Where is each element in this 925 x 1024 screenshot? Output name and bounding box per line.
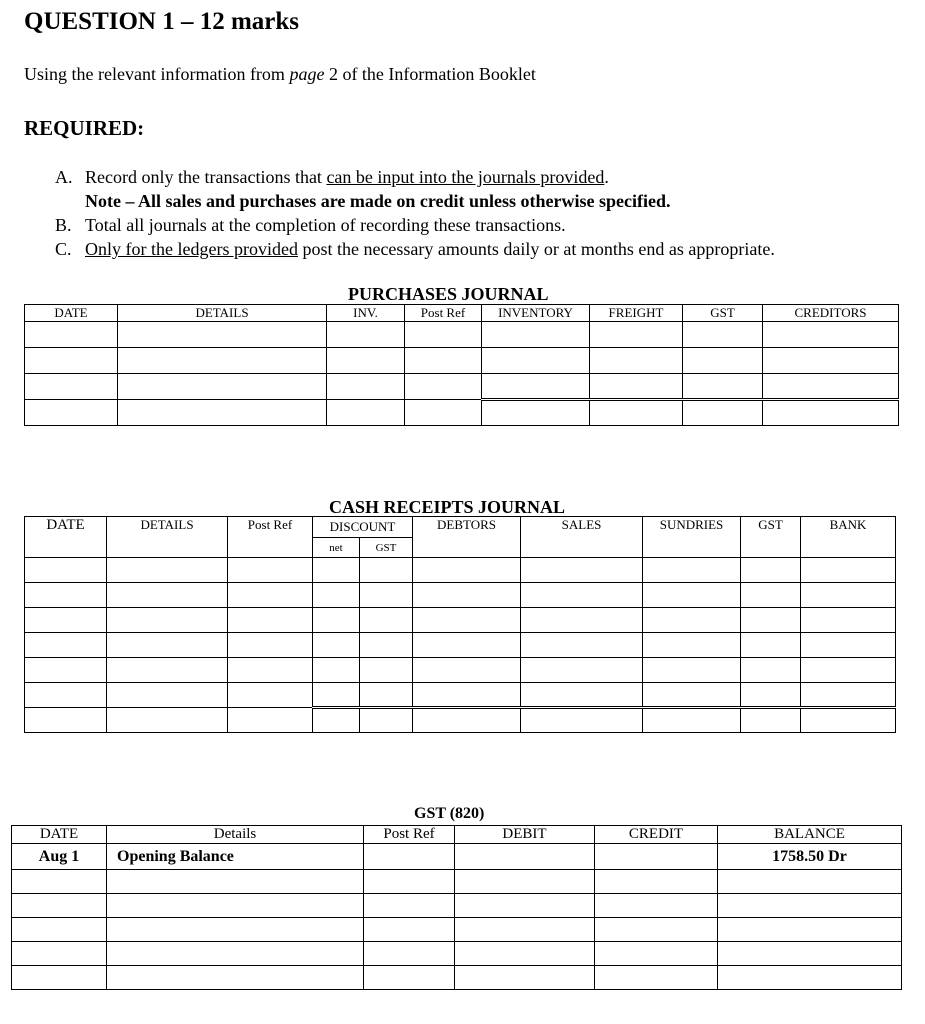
col-freight: FREIGHT — [590, 305, 683, 322]
table-row — [25, 683, 896, 708]
required-note: Note – All sales and purchases are made on credit unless otherwise specified. — [85, 191, 671, 211]
col-date: DATE — [25, 305, 118, 322]
col-sales: SALES — [521, 517, 643, 558]
required-item-b: B. Total all journals at the completion of recording these transactions. — [55, 215, 566, 235]
col-inv: INV. — [327, 305, 405, 322]
intro-text: Using the relevant information from page 2 of the Information Booklet — [24, 64, 536, 84]
opening-balance: 1758.50 Dr — [718, 844, 902, 870]
col-balance: BALANCE — [718, 826, 902, 844]
gst-ledger-header-row — [12, 826, 902, 844]
col-post-ref: Post Ref — [405, 305, 482, 322]
col-discount-net: net — [313, 538, 360, 558]
col-debit: DEBIT — [455, 826, 595, 844]
col-discount: DISCOUNT — [313, 517, 413, 538]
purchases-journal-title: PURCHASES JOURNAL — [348, 284, 549, 304]
required-list — [55, 165, 775, 261]
col-details: DETAILS — [118, 305, 327, 322]
col-post-ref: Post Ref — [228, 517, 313, 558]
col-credit: CREDIT — [595, 826, 718, 844]
col-date: DATE — [25, 517, 107, 558]
col-bank: BANK — [801, 517, 896, 558]
gst-ledger-title: GST (820) — [414, 805, 485, 822]
table-row — [25, 348, 899, 374]
col-details: DETAILS — [107, 517, 228, 558]
table-row — [25, 658, 896, 683]
table-row — [12, 966, 902, 990]
purchases-journal-table — [24, 304, 899, 426]
table-row — [12, 894, 902, 918]
table-row — [25, 583, 896, 608]
col-creditors: CREDITORS — [763, 305, 899, 322]
table-row — [12, 942, 902, 966]
opening-date: Aug 1 — [12, 844, 107, 870]
col-sundries: SUNDRIES — [643, 517, 741, 558]
table-row — [25, 633, 896, 658]
col-details: Details — [107, 826, 364, 844]
cash-receipts-journal-table — [24, 516, 896, 733]
col-date: DATE — [12, 826, 107, 844]
col-discount-gst: GST — [360, 538, 413, 558]
col-post-ref: Post Ref — [364, 826, 455, 844]
col-gst: GST — [741, 517, 801, 558]
purchases-header-row — [25, 305, 899, 322]
col-inventory: INVENTORY — [482, 305, 590, 322]
total-row — [25, 400, 899, 426]
required-heading: REQUIRED: — [24, 116, 145, 140]
table-row — [12, 918, 902, 942]
table-row — [12, 870, 902, 894]
table-row — [25, 322, 899, 348]
table-row — [25, 558, 896, 583]
table-row — [25, 374, 899, 400]
required-item-a: A. Record only the transactions that can be input into the journals provided. — [55, 167, 609, 187]
opening-balance-row — [12, 844, 902, 870]
total-row — [25, 708, 896, 733]
col-debtors: DEBTORS — [413, 517, 521, 558]
required-item-c: C. Only for the ledgers provided post the necessary amounts daily or at months end as appropriate. — [55, 239, 775, 259]
gst-ledger-table — [11, 825, 902, 990]
col-gst: GST — [683, 305, 763, 322]
question-title: QUESTION 1 – 12 marks — [24, 8, 300, 35]
opening-details: Opening Balance — [107, 844, 364, 870]
cash-receipts-journal-title: CASH RECEIPTS JOURNAL — [329, 497, 566, 517]
table-row — [25, 608, 896, 633]
cash-receipts-header-row — [25, 517, 896, 538]
